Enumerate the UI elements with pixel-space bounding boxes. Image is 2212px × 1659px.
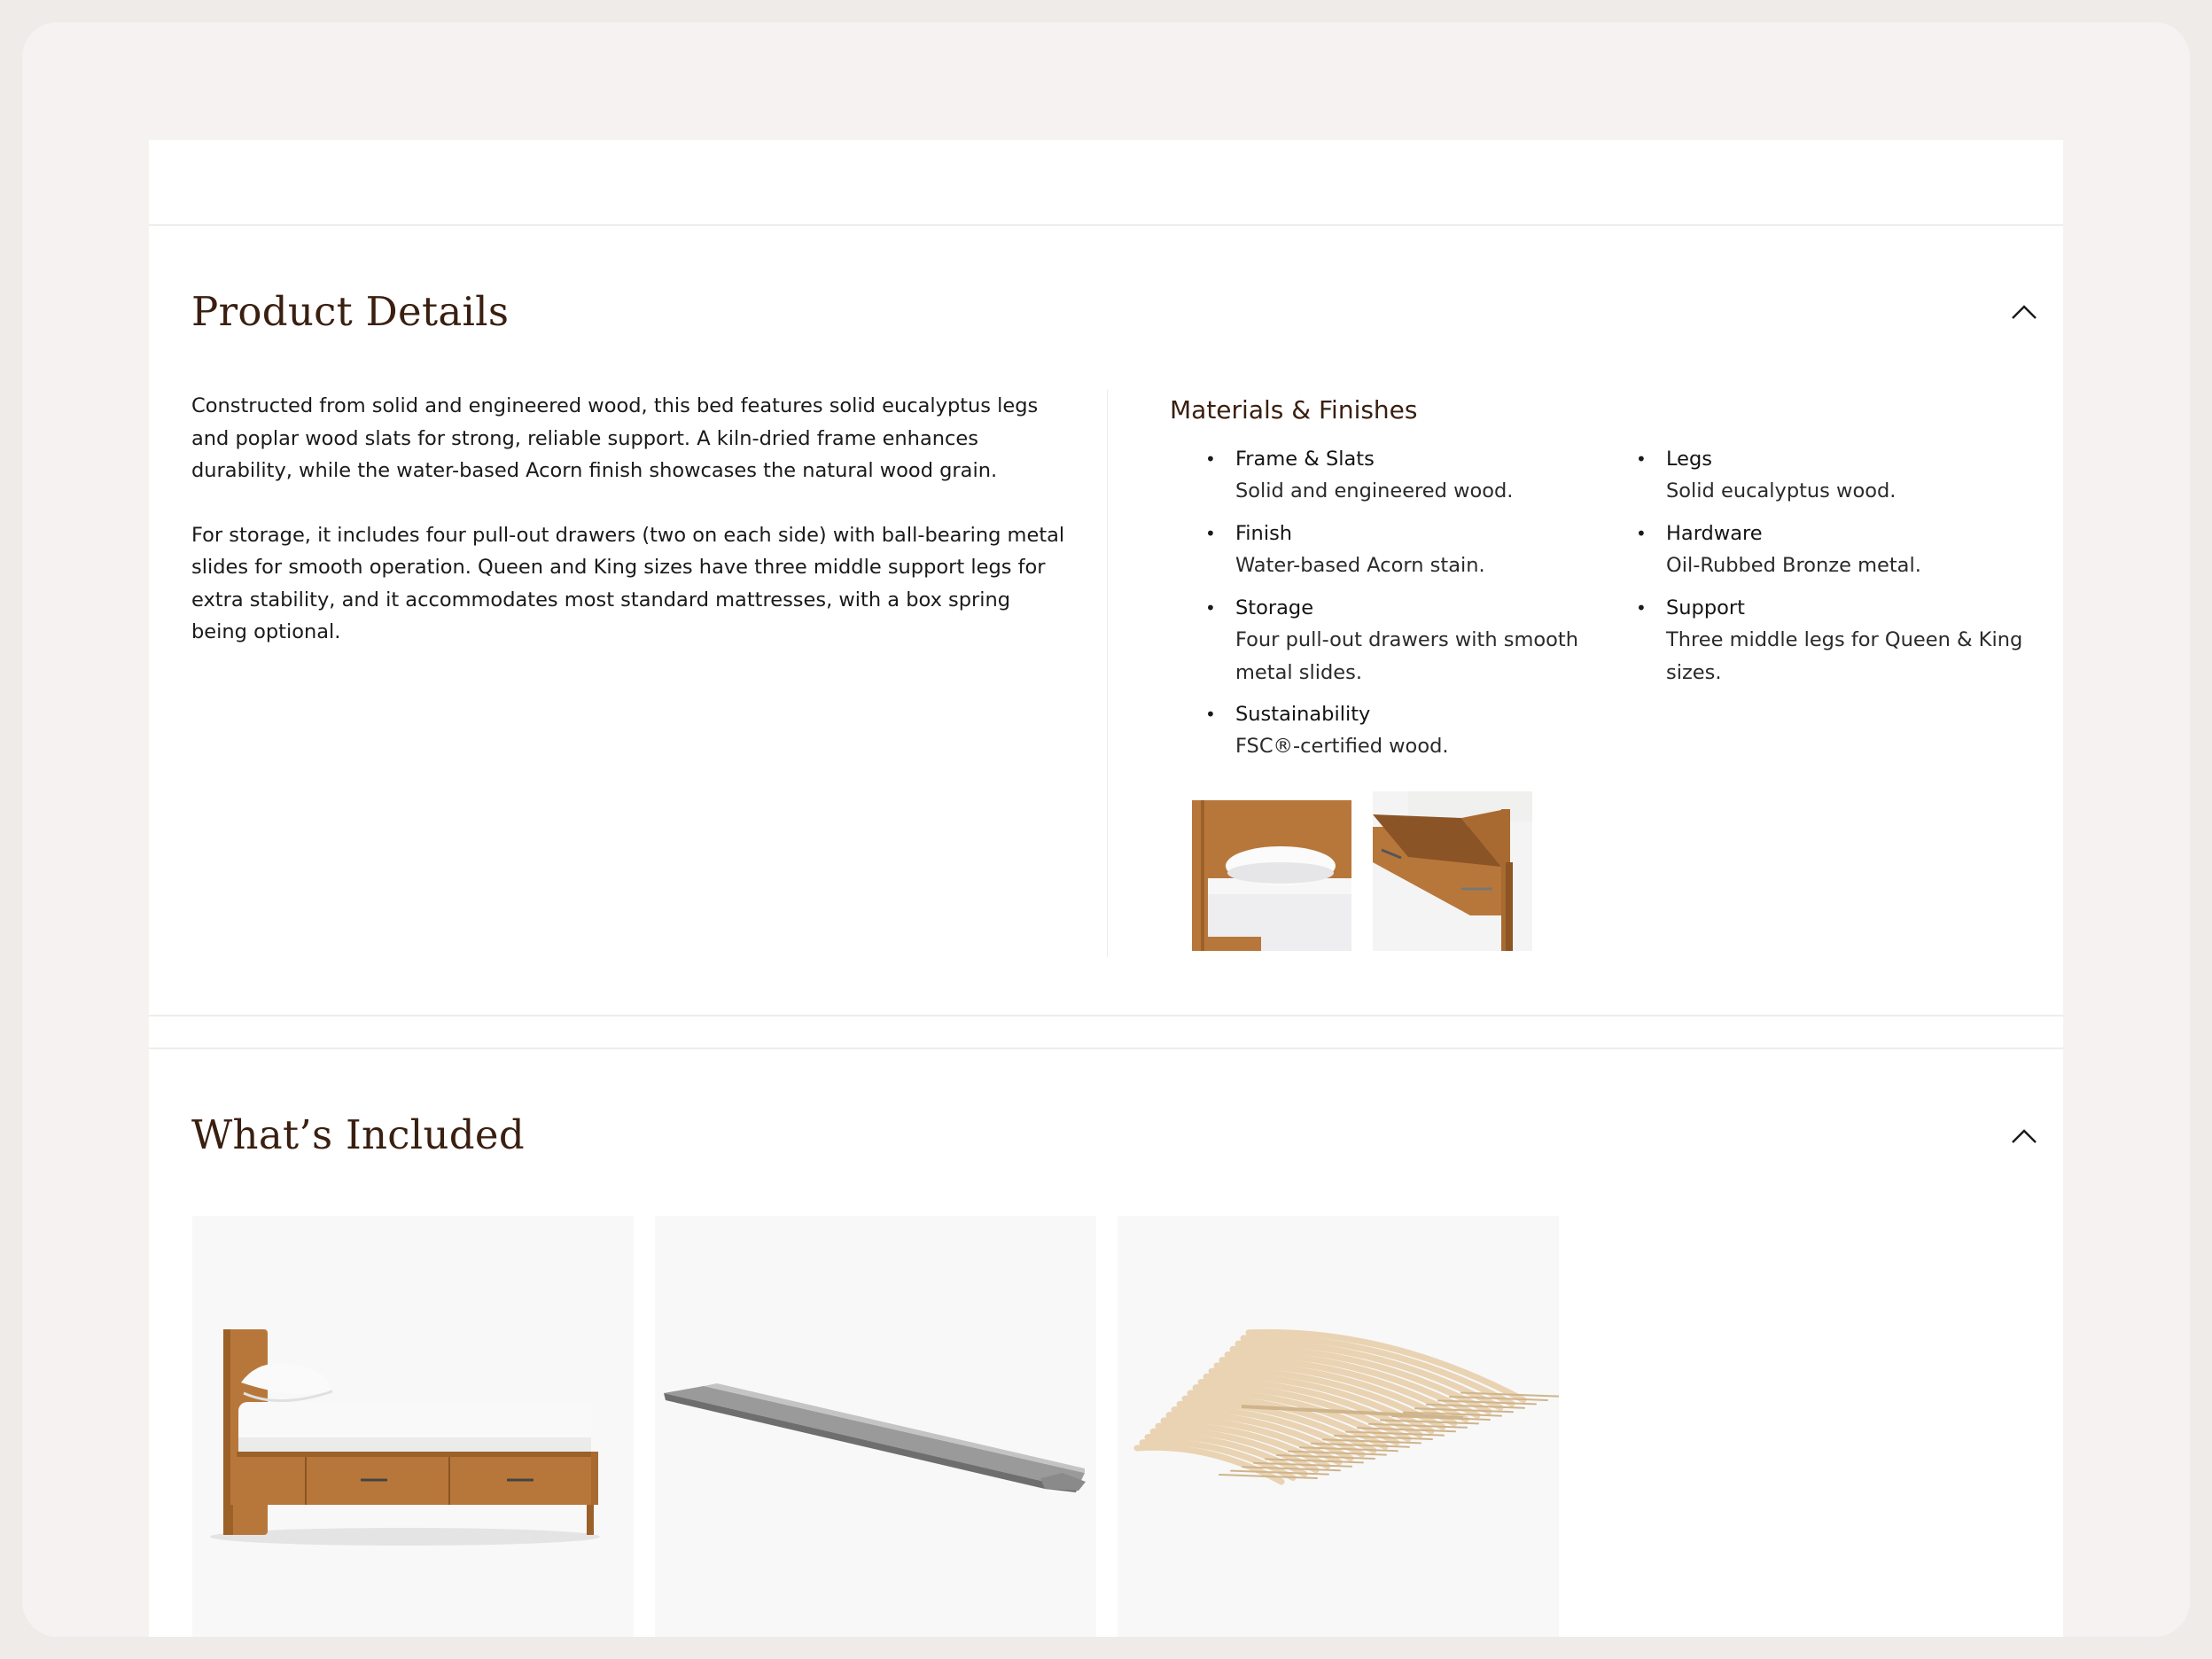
material-term: Support <box>1666 596 1745 619</box>
material-value: FSC®-certified wood. <box>1235 735 1449 758</box>
material-term: Storage <box>1235 596 1314 619</box>
bed-headboard-image <box>1192 791 1351 951</box>
material-item: • Legs Solid eucalyptus wood. <box>1666 443 2038 508</box>
material-item: • Sustainability FSC®-certified wood. <box>1235 698 1608 763</box>
material-value: Water-based Acorn stain. <box>1235 554 1485 577</box>
material-value: Three middle legs for Queen & King sizes. <box>1666 628 2023 684</box>
product-description <box>191 390 1069 681</box>
wood-slats-image <box>1118 1216 1559 1637</box>
material-item: • Hardware Oil-Rubbed Bronze metal. <box>1666 518 2038 582</box>
material-value: Four pull-out drawers with smooth metal slides. <box>1235 628 1578 684</box>
product-info-panel <box>149 140 2063 1637</box>
material-term: Legs <box>1666 448 1712 471</box>
description-paragraph: For storage, it includes four pull-out drawers (two on each side) with ball-bearing metal slides for smooth operation. Queen and King sizes have three middle support legs for extra stability, and it accommodates most standard mattresses, with a box spring being optional. <box>191 523 1065 643</box>
material-value: Solid eucalyptus wood. <box>1666 479 1897 502</box>
material-item: • Support Three middle legs for Queen & King sizes. <box>1666 592 2038 689</box>
material-term: Sustainability <box>1235 703 1371 726</box>
headboard-thumbnail[interactable] <box>1192 791 1351 951</box>
description-paragraph: Constructed from solid and engineered wood, this bed features solid eucalyptus legs and poplar wood slats for strong, reliable support. A kiln-dried frame enhances durability, while the water-based Acorn finish showcases the natural wood grain. <box>191 394 1039 482</box>
whats-included-toggle[interactable] <box>2006 1118 2042 1154</box>
materials-heading: Materials & Finishes <box>1170 395 1418 424</box>
material-value: Solid and engineered wood. <box>1235 479 1514 502</box>
chevron-up-icon <box>2011 304 2037 320</box>
material-term: Hardware <box>1666 522 1763 545</box>
material-term: Finish <box>1235 522 1293 545</box>
material-item: • Frame & Slats Solid and engineered wood. <box>1235 443 1608 508</box>
whats-included-title: What’s Included <box>191 1111 525 1158</box>
included-item-card[interactable] <box>655 1216 1096 1637</box>
section-divider <box>149 1048 2063 1049</box>
material-item: • Finish Water-based Acorn stain. <box>1235 518 1608 582</box>
included-item-card[interactable] <box>1118 1216 1559 1637</box>
section-divider <box>149 1015 2063 1016</box>
bed-frame-image <box>192 1216 634 1637</box>
support-rail-image <box>655 1216 1096 1637</box>
material-term: Frame & Slats <box>1235 448 1375 471</box>
material-value: Oil-Rubbed Bronze metal. <box>1666 554 1921 577</box>
drawer-thumbnail[interactable] <box>1373 791 1532 951</box>
section-divider <box>149 224 2063 226</box>
column-divider <box>1107 390 1108 957</box>
bed-drawer-image <box>1373 791 1532 951</box>
product-details-title: Product Details <box>191 288 510 335</box>
page-frame <box>22 22 2190 1637</box>
product-details-toggle[interactable] <box>2006 294 2042 330</box>
chevron-up-icon <box>2011 1128 2037 1144</box>
material-item: • Storage Four pull-out drawers with smooth metal slides. <box>1235 592 1608 689</box>
included-item-card[interactable] <box>192 1216 634 1637</box>
